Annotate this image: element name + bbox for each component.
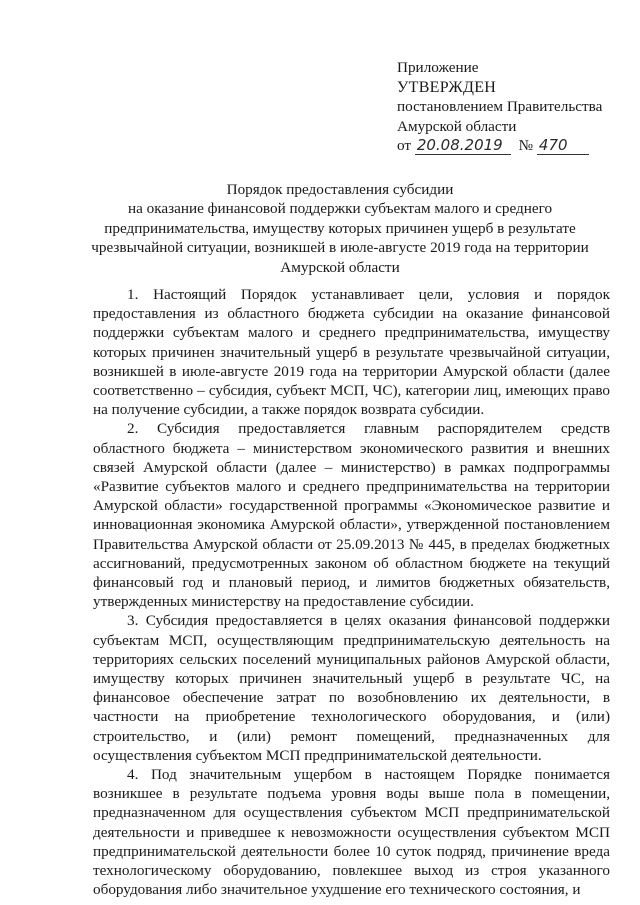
handwritten-number: 470	[537, 137, 589, 155]
title-line-3: предпринимательства, имуществу которых причинен ущерб в результате	[104, 219, 576, 237]
title-line-5: Амурской области	[280, 258, 400, 276]
approved-label: УТВЕРЖДЕН	[397, 78, 497, 96]
title-line-1: Порядок предоставления субсидии	[226, 181, 454, 198]
region-label: Амурской области	[397, 117, 517, 135]
date-number-line	[397, 136, 632, 156]
paragraph-1: 1. Настоящий Порядок устанавливает цели, условия и порядок предоставления из областного бюджета субсидии на оказание финансовой поддержки субъектам малого и среднего предпринимательства, имуществу которых причинен значительный ущерб в результате чрезвычайной ситуации, возникшей в июле-августе 2019 года на территории Амурской области (далее соответственно – субсидия, субъект МСП, ЧС), категории лиц, имеющих право на получение субсидии, а также порядок возврата субсидии.	[93, 286, 610, 419]
decree-label: постановлением Правительства	[397, 98, 603, 116]
date-prefix: от	[397, 137, 412, 155]
appendix-label: Приложение	[397, 59, 479, 76]
number-prefix: №	[518, 137, 534, 155]
paragraph-4: 4. Под значительным ущербом в настоящем Порядке понимается возникшее в результате подъема уровня воды выше пола в помещении, предназначенном для осуществления субъектом МСП предпринимательской деятельности и приведшее к невозможности осуществления субъектом МСП предпринимательской деятельности более 10 суток подряд, причинение вреда технологическому оборудованию, повлекшее выход из строя указанного оборудования либо значительное ухудшение его технического состояния, и	[93, 766, 610, 899]
document-body	[93, 285, 610, 900]
approval-block	[397, 58, 632, 156]
document-title	[70, 180, 610, 277]
title-line-4: чрезвычайной ситуации, возникшей в июле-августе 2019 года на территории	[91, 239, 589, 257]
paragraph-2: 2. Субсидия предоставляется главным распорядителем средств областного бюджета – министерством экономического развития и внешних связей Амурской области (далее – министерство) в рамках подпрограммы «Развитие субъектов малого и среднего предпринимательства на территории Амурской области» государственной программы «Экономическое развитие и инновационная экономика Амурской области», утвержденной постановлением Правительства Амурской области от 25.09.2013 № 445, в пределах бюджетных ассигнований, предусмотренных законом об областном бюджете на текущий финансовый год и плановый период, и лимитов бюджетных обязательств, утвержденных министерству на предоставление субсидии.	[93, 420, 610, 611]
paragraph-3: 3. Субсидия предоставляется в целях оказания финансовой поддержки субъектам МСП, осуществляющим предпринимательскую деятельность на территориях сельских поселений муниципальных районов Амурской области, имуществу которых причинен значительный ущерб в результате ЧС, на финансовое обеспечение затрат по возобновлению их деятельности, в частности на приобретение технологического оборудования, и (или) строительство, и (или) ремонт помещений, предназначенных для осуществления субъектом МСП предпринимательской деятельности.	[93, 612, 610, 764]
handwritten-date: 20.08.2019	[415, 137, 511, 155]
title-line-2: на оказание финансовой поддержки субъектам малого и среднего	[127, 200, 553, 218]
